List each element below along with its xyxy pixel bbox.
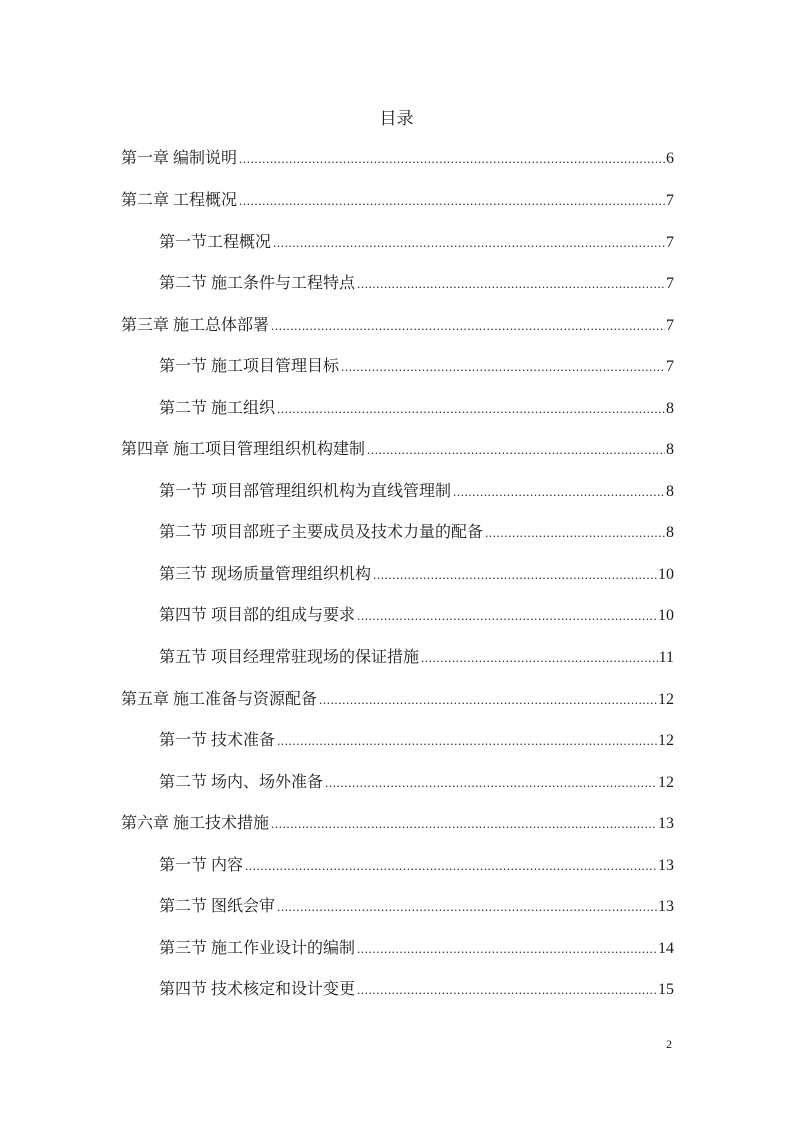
toc-entry-page: 8: [666, 441, 674, 458]
toc-entry-label: 第一节 技术准备: [159, 732, 276, 749]
toc-entry-label: 第二节 项目部班子主要成员及技术力量的配备: [159, 524, 484, 541]
toc-entry-page: 8: [666, 524, 674, 541]
leader-dots: [453, 481, 665, 503]
toc-entry-page: 12: [658, 774, 674, 791]
toc-entry-label: 第二节 施工条件与工程特点: [159, 275, 356, 292]
toc-entry-section[interactable]: [159, 481, 674, 503]
toc-entry-page: 11: [658, 649, 674, 666]
toc-entry-section[interactable]: [159, 398, 674, 420]
toc-entry-chapter-1[interactable]: [121, 148, 674, 170]
toc-entry-page: 8: [666, 400, 674, 417]
toc-entry-section[interactable]: [159, 356, 674, 378]
leader-dots: [357, 938, 657, 960]
toc-entry-section[interactable]: [159, 564, 674, 586]
toc-entry-page: 7: [666, 234, 674, 251]
leader-dots: [485, 522, 665, 544]
leader-dots: [271, 315, 665, 337]
toc-entry-page: 10: [658, 607, 674, 624]
toc-entry-section[interactable]: [159, 522, 674, 544]
toc-entry-label: 第五节 项目经理常驻现场的保证措施: [159, 649, 420, 666]
leader-dots: [245, 855, 657, 877]
toc-entry-page: 8: [666, 483, 674, 500]
toc-entry-page: 14: [658, 940, 674, 957]
leader-dots: [277, 730, 657, 752]
toc-entry-section[interactable]: [159, 273, 674, 295]
toc-entry-page: 7: [666, 317, 674, 334]
toc-entry-page: 15: [658, 981, 674, 998]
leader-dots: [239, 190, 665, 212]
toc-entry-page: 12: [658, 691, 674, 708]
toc-entry-label: 第三章 施工总体部署: [121, 317, 270, 334]
leader-dots: [367, 439, 665, 461]
toc-entry-chapter-2[interactable]: [121, 190, 674, 212]
toc-entry-section[interactable]: [159, 647, 674, 669]
toc-entry-section[interactable]: [159, 938, 674, 960]
toc-entry-label: 第三节 现场质量管理组织机构: [159, 566, 372, 583]
leader-dots: [357, 605, 657, 627]
leader-dots: [373, 564, 657, 586]
toc-entry-label: 第二节 图纸会审: [159, 898, 276, 915]
leader-dots: [341, 356, 665, 378]
toc-entry-page: 7: [666, 358, 674, 375]
toc-entry-label: 第二节 施工组织: [159, 400, 276, 417]
leader-dots: [357, 273, 665, 295]
toc-entry-chapter-4[interactable]: [121, 439, 674, 461]
leader-dots: [271, 813, 657, 835]
leader-dots: [421, 647, 658, 669]
toc-entry-section[interactable]: [159, 605, 674, 627]
toc-entry-label: 第一章 编制说明: [121, 150, 238, 167]
toc-entry-section[interactable]: [159, 979, 674, 1001]
toc-entry-page: 10: [658, 566, 674, 583]
toc-entry-label: 第四节 技术核定和设计变更: [159, 981, 356, 998]
toc-entry-chapter-6[interactable]: [121, 813, 674, 835]
toc-entry-label: 第一节 施工项目管理目标: [159, 358, 340, 375]
page-number: 2: [666, 1037, 672, 1051]
toc-entry-label: 第二章 工程概况: [121, 192, 238, 209]
toc-entry-page: 13: [658, 815, 674, 832]
toc-entry-page: 13: [658, 857, 674, 874]
leader-dots: [277, 398, 665, 420]
toc-entry-section[interactable]: [159, 772, 674, 794]
leader-dots: [357, 979, 657, 1001]
toc-entry-label: 第六章 施工技术措施: [121, 815, 270, 832]
leader-dots: [319, 689, 657, 711]
toc-entry-page: 7: [666, 192, 674, 209]
toc-entry-section[interactable]: [159, 232, 674, 254]
toc-entry-chapter-3[interactable]: [121, 315, 674, 337]
leader-dots: [239, 148, 665, 170]
toc-entry-label: 第四章 施工项目管理组织机构建制: [121, 441, 366, 458]
toc-entry-label: 第一节工程概况: [159, 234, 272, 251]
leader-dots: [325, 772, 657, 794]
toc-entry-label: 第二节 场内、场外准备: [159, 774, 324, 791]
leader-dots: [273, 232, 665, 254]
toc-entry-page: 12: [658, 732, 674, 749]
toc-entry-section[interactable]: [159, 896, 674, 918]
toc-title: 目录: [379, 109, 414, 128]
toc-entry-label: 第一节 项目部管理组织机构为直线管理制: [159, 483, 452, 500]
toc-entry-page: 13: [658, 898, 674, 915]
leader-dots: [277, 896, 657, 918]
toc-entry-label: 第三节 施工作业设计的编制: [159, 940, 356, 957]
toc-entry-label: 第五章 施工准备与资源配备: [121, 691, 318, 708]
toc-entry-label: 第四节 项目部的组成与要求: [159, 607, 356, 624]
toc-entry-section[interactable]: [159, 855, 674, 877]
toc-entry-chapter-5[interactable]: [121, 689, 674, 711]
toc-entry-page: 6: [666, 150, 674, 167]
toc-entry-page: 7: [666, 275, 674, 292]
toc-entry-label: 第一节 内容: [159, 857, 244, 874]
toc-entry-section[interactable]: [159, 730, 674, 752]
